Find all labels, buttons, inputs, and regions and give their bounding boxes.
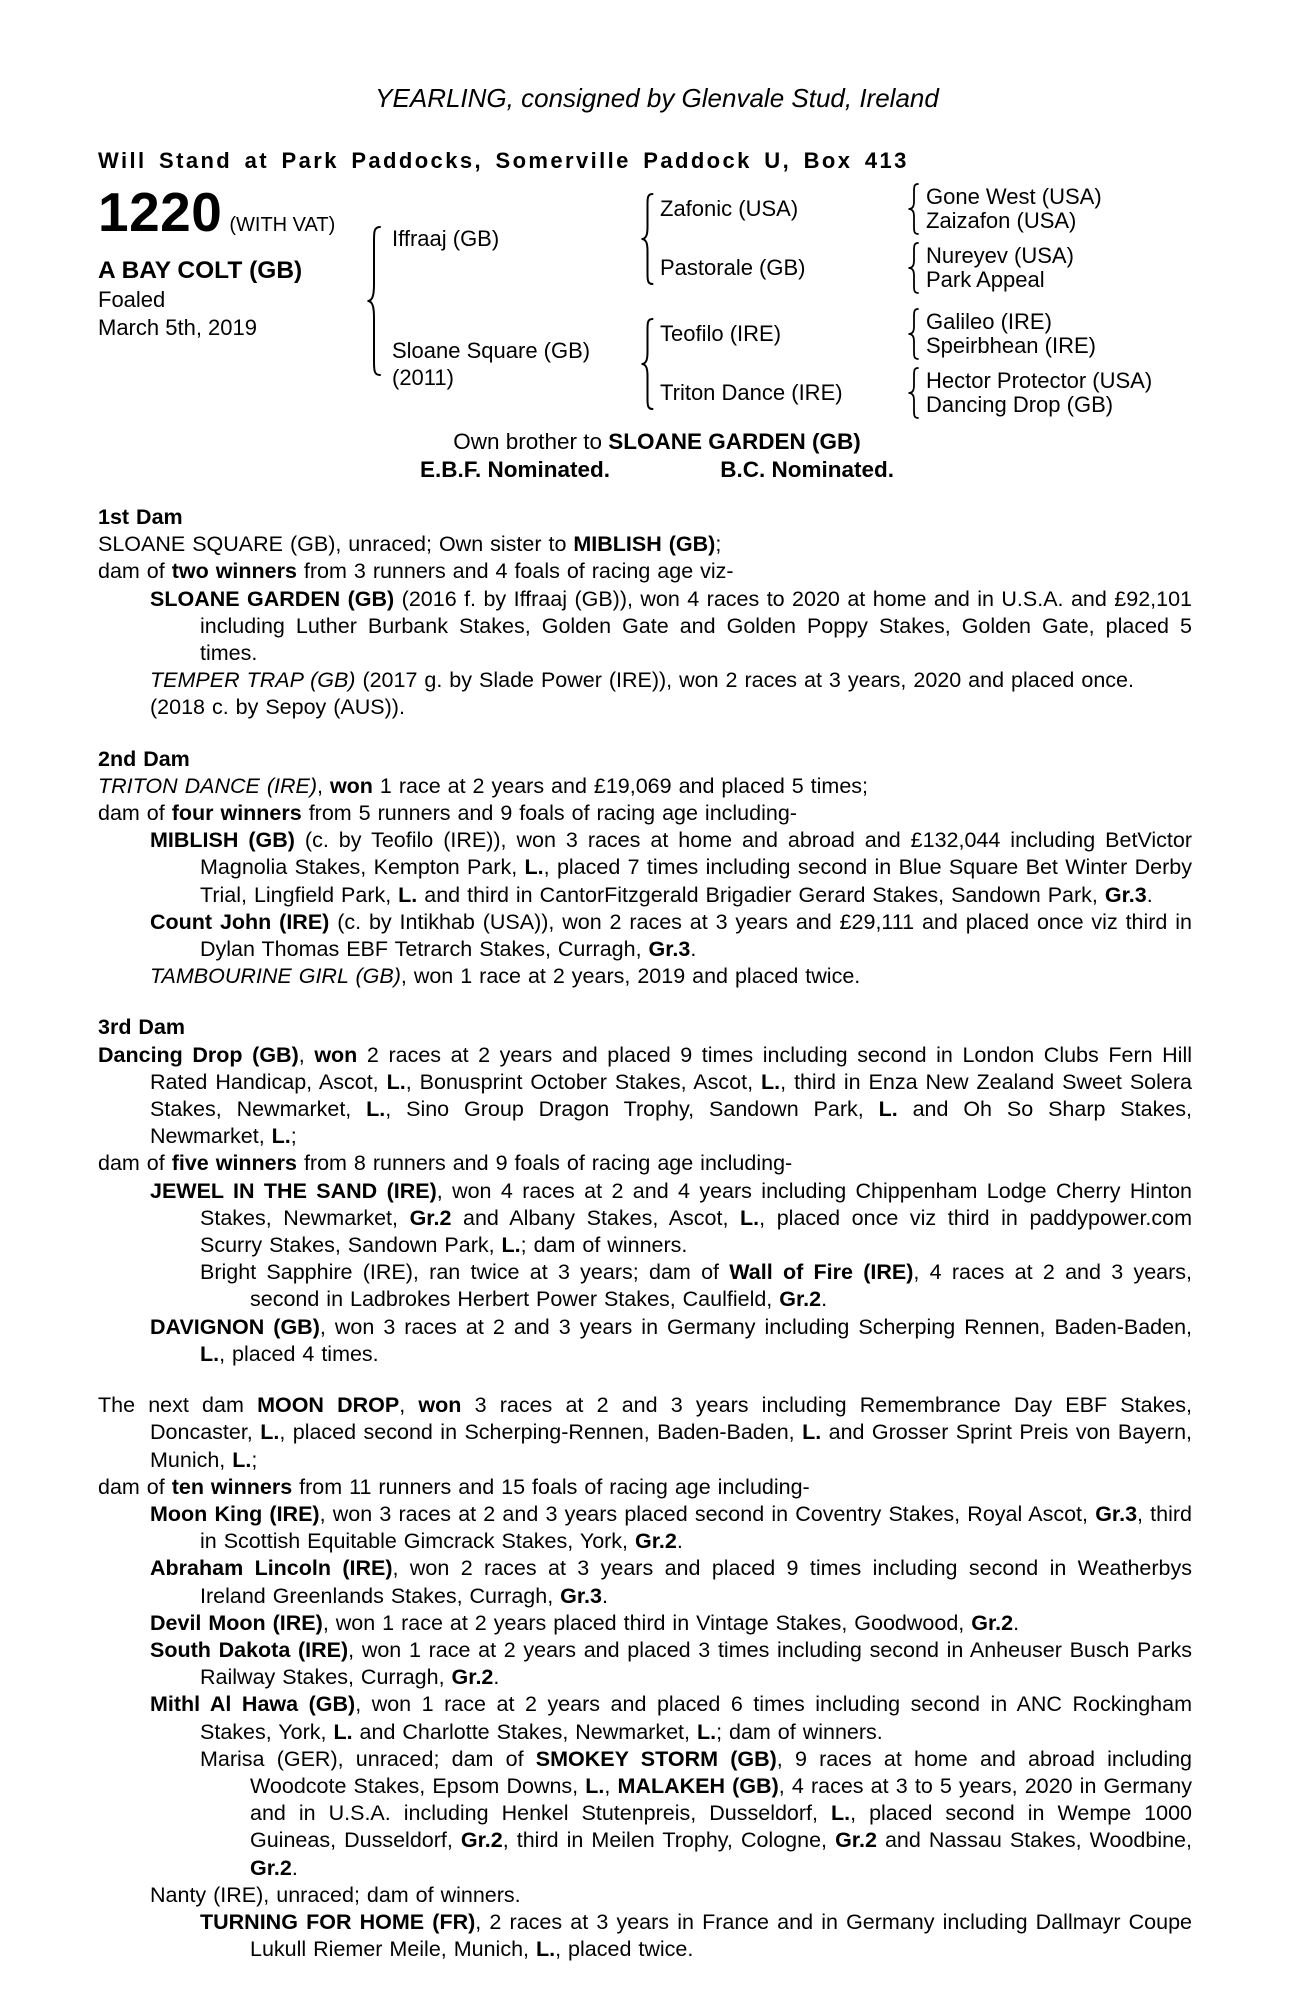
pedigree-text-paragraph: TEMPER TRAP (GB) (2017 g. by Slade Power (IRE)), won 2 races at 3 years, 2020 and placed once. xyxy=(150,668,1134,693)
stand-location-line: Will Stand at Park Paddocks, Somerville Paddock U, Box 413 xyxy=(98,148,909,173)
sire-dam-branch xyxy=(660,242,1102,294)
dam-year: (2011) xyxy=(392,364,454,390)
dam-section xyxy=(98,746,1192,991)
dam-dam-branch xyxy=(660,367,1152,419)
pedigree-brace-icon xyxy=(366,226,383,376)
pedigree-text-paragraph: Count John (IRE) (c. by Intikhab (USA)), won 2 races at 3 years and £29,111 and placed once viz third in Dylan Thomas EBF Tetrarch Stakes, Curragh, Gr.3. xyxy=(150,909,1192,962)
foaled-date: March 5th, 2019 xyxy=(98,315,257,340)
dam-branch xyxy=(392,308,1152,419)
pedigree-text-paragraph: South Dakota (IRE), won 1 race at 2 years and placed 3 times including second in Anheuser Busch Parks Railway Stakes, Curragh, Gr.2. xyxy=(150,1637,1193,1690)
horse-description: A BAY COLT (GB) xyxy=(98,257,303,284)
pedigree-text-paragraph: Devil Moon (IRE), won 1 race at 2 years placed third in Vintage Stakes, Goodwood, Gr.2. xyxy=(150,1610,1020,1635)
dam-section-heading: 3rd Dam xyxy=(98,1015,186,1040)
pedigree-text-paragraph: DAVIGNON (GB), won 3 races at 2 and 3 years in Germany including Scherping Rennen, Baden-Baden, L., placed 4 times. xyxy=(150,1314,1192,1366)
pedigree-brace-icon xyxy=(907,367,920,419)
pedigree-text-paragraph: Bright Sapphire (IRE), ran twice at 3 years; dam of Wall of Fire (IRE), 4 races at 2 and 3 years, second in Ladbrokes Herbert Power Stakes, Caulfield, Gr.2. xyxy=(200,1260,1193,1312)
pedigree-text-paragraph: SLOANE GARDEN (GB) (2016 f. by Iffraaj (GB)), won 4 races to 2020 at home and in U.S.A. and £92,101 including Luther Burbank Stakes, Golden Gate and Golden Poppy Stakes, Golden Gate, placed 5 times. xyxy=(150,586,1193,666)
pedigree-text-paragraph: SLOANE SQUARE (GB), unraced; Own sister to MIBLISH (GB); xyxy=(98,532,722,557)
vat-note: (WITH VAT) xyxy=(229,214,336,236)
pedigree-text-paragraph: TURNING FOR HOME (FR), 2 races at 3 years in France and in Germany including Dallmayr Coupe Lukull Riemer Meile, Munich, L., placed twice. xyxy=(200,1909,1193,1962)
lot-number: 1220 xyxy=(98,181,223,243)
pedigree-text-paragraph: dam of four winners from 5 runners and 9 foals of racing age including- xyxy=(98,801,797,826)
pedigree-brace-icon xyxy=(907,183,920,235)
pedigree-text-body xyxy=(98,504,1192,1963)
sire-name: Iffraaj (GB) xyxy=(392,226,500,251)
pedigree-text-paragraph: Marisa (GER), unraced; dam of SMOKEY STORM (GB), 9 races at home and abroad including Woodcote Stakes, Epsom Downs, L., MALAKEH (GB), 4 races at 3 to 5 years, 2020 in Germany and in U.S.A. including Henkel Stutenpreis, Dusseldorf, L., placed second in Wempe 1000 Guineas, Dusseldorf, Gr.2, third in Meilen Trophy, Cologne, Gr.2 and Nassau Stakes, Woodbine, Gr.2. xyxy=(200,1746,1193,1880)
pedigree-text-paragraph: dam of five winners from 8 runners and 9 foals of racing age including- xyxy=(98,1151,793,1176)
dam-section-heading: 2nd Dam xyxy=(98,746,190,771)
pedigree-text-paragraph: dam of two winners from 3 runners and 4 foals of racing age viz- xyxy=(98,559,734,584)
pedigree-brace-icon xyxy=(907,308,920,360)
own-brother-name: SLOANE GARDEN (GB) xyxy=(608,429,861,454)
ancestor-name: Nureyev (USA) xyxy=(926,243,1074,268)
sire-sire-branch xyxy=(660,183,1102,235)
own-brother-prefix: Own brother to xyxy=(453,429,609,454)
pedigree-brace-icon xyxy=(640,318,655,410)
pedigree-brace-icon xyxy=(640,193,655,285)
dam-section xyxy=(98,1392,1192,1963)
ancestor-name: Park Appeal xyxy=(926,267,1045,292)
pedigree-brace-icon xyxy=(907,242,920,294)
consignment-title: YEARLING, consigned by Glenvale Stud, Ireland xyxy=(375,83,939,113)
pedigree-text-paragraph: JEWEL IN THE SAND (IRE), won 4 races at 2 and 4 years including Chippenham Lodge Cherry Hinton Stakes, Newmarket, Gr.2 and Albany Stakes, Ascot, L., placed once viz third in paddypower.com Scurry Stakes, Sandown Park, L.; dam of winners. xyxy=(150,1178,1193,1258)
sire-branch xyxy=(392,183,1152,294)
nominations-line xyxy=(0,456,1314,484)
lot-line xyxy=(98,181,366,243)
pedigree-text-paragraph: Abraham Lincoln (IRE), won 2 races at 3 years and placed 9 times including second in Weatherbys Ireland Greenlands Stakes, Curragh, Gr.3. xyxy=(150,1556,1193,1608)
pedigree-text-paragraph: Moon King (IRE), won 3 races at 2 and 3 years placed second in Coventry Stakes, Royal Ascot, Gr.3, third in Scottish Equitable Gimcrack Stakes, York, Gr.2. xyxy=(150,1501,1192,1554)
own-brother-line xyxy=(0,428,1314,456)
pedigree-text-paragraph: TAMBOURINE GIRL (GB), won 1 race at 2 years, 2019 and placed twice. xyxy=(150,964,861,989)
pedigree-text-paragraph: Dancing Drop (GB), won 2 races at 2 years and placed 9 times including second in London Clubs Fern Hill Rated Handicap, Ascot, L., Bonusprint October Stakes, Ascot, L., third in Enza New Zealand Sweet Solera Stakes, Newmarket, L., Sino Group Dragon Trophy, Sandown Park, L. and Oh So Sharp Stakes, Newmarket, L.; xyxy=(98,1042,1193,1149)
pedigree-tree xyxy=(366,183,1152,419)
pedigree-table xyxy=(98,183,1314,419)
bc-nomination: B.C. Nominated. xyxy=(720,457,895,482)
sire-dam-name: Pastorale (GB) xyxy=(660,255,806,280)
dam-dam-name: Triton Dance (IRE) xyxy=(660,380,843,405)
ancestor-name: Galileo (IRE) xyxy=(926,309,1052,334)
pedigree-text-paragraph: MIBLISH (GB) (c. by Teofilo (IRE)), won 3 races at home and abroad and £132,044 including BetVictor Magnolia Stakes, Kempton Park, L., placed 7 times including second in Blue Square Bet Winter Derby Trial, Lingfield Park, L. and third in CantorFitzgerald Brigadier Gerard Stakes, Sandown Park, Gr.3. xyxy=(150,828,1193,907)
ancestor-name: Gone West (USA) xyxy=(926,184,1102,209)
dam-sire-name: Teofilo (IRE) xyxy=(660,321,782,346)
pedigree-text-paragraph: TRITON DANCE (IRE), won 1 race at 2 years and £19,069 and placed 5 times; xyxy=(98,773,869,798)
dam-section xyxy=(98,504,1192,722)
dam-section xyxy=(98,1014,1192,1368)
dam-name: Sloane Square (GB) (2011) xyxy=(392,337,640,391)
foaled-label: Foaled xyxy=(98,287,166,312)
pedigree-text-paragraph: The next dam MOON DROP, won 3 races at 2 and 3 years including Remembrance Day EBF Stakes, Doncaster, L., placed second in Scherping-Rennen, Baden-Baden, L. and Grosser Sprint Preis von Bayern, Munich, L.; xyxy=(98,1393,1193,1472)
ancestor-name: Speirbhean (IRE) xyxy=(926,333,1096,358)
ancestor-name: Zaizafon (USA) xyxy=(926,208,1077,233)
pedigree-text-paragraph: (2018 c. by Sepoy (AUS)). xyxy=(150,695,405,720)
pedigree-text-paragraph: Mithl Al Hawa (GB), won 1 race at 2 years and placed 6 times including second in ANC Rockingham Stakes, York, L. and Charlotte Stakes, Newmarket, L.; dam of winners. xyxy=(150,1692,1192,1744)
dam-section-heading: 1st Dam xyxy=(98,505,183,529)
dam-sire-branch xyxy=(660,308,1152,360)
lot-info-block xyxy=(98,183,366,419)
ebf-nomination: E.B.F. Nominated. xyxy=(419,457,610,482)
ancestor-name: Hector Protector (USA) xyxy=(926,368,1153,393)
sire-sire-name: Zafonic (USA) xyxy=(660,196,799,221)
pedigree-text-paragraph: dam of ten winners from 11 runners and 15 foals of racing age including- xyxy=(98,1474,810,1499)
pedigree-text-paragraph: Nanty (IRE), unraced; dam of winners. xyxy=(150,1882,521,1907)
ancestor-name: Dancing Drop (GB) xyxy=(926,392,1114,417)
